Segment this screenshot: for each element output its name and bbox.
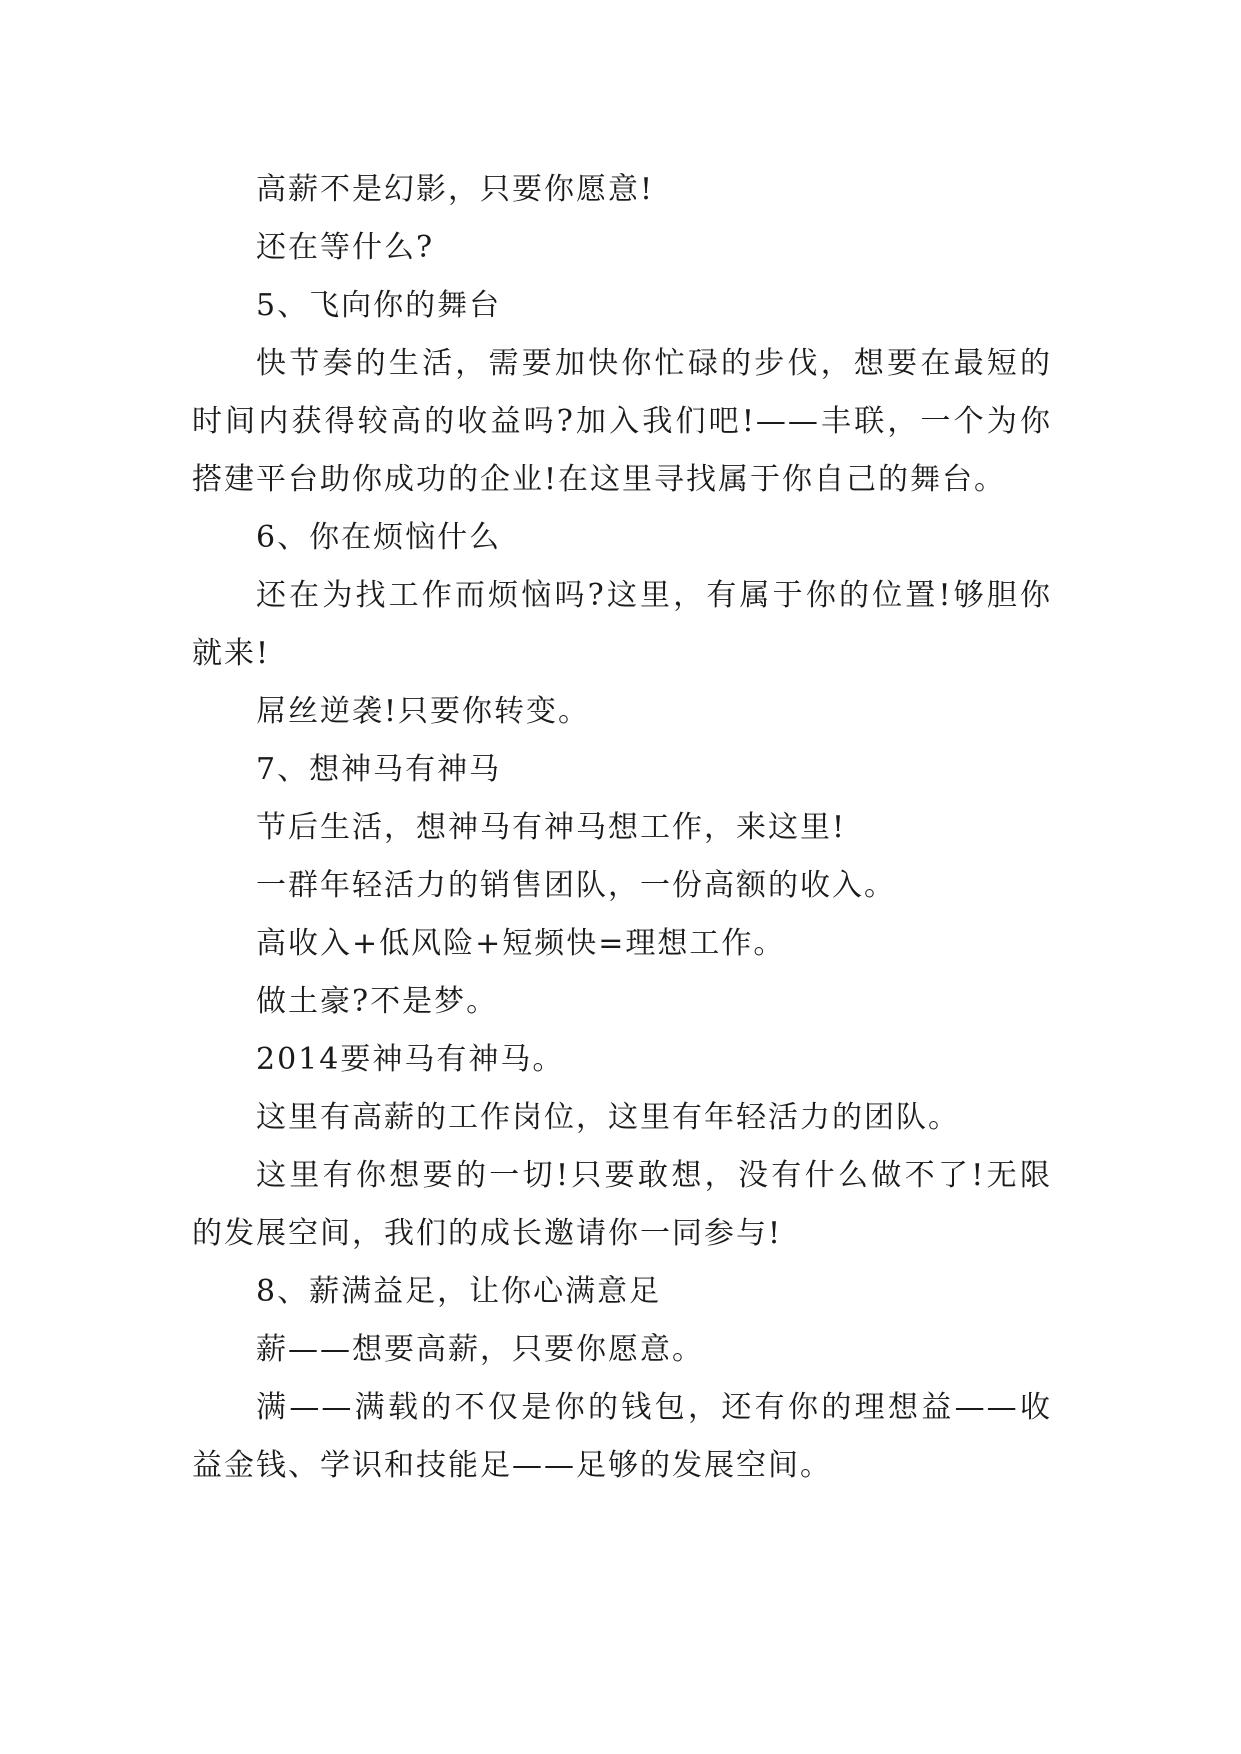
paragraph-ideal-job: 高收入+低风险+短频快=理想工作。 bbox=[256, 926, 786, 961]
paragraph-job-worry: 还在为找工作而烦恼吗?这里，有属于你的位置!够胆你就来! bbox=[192, 578, 1052, 671]
heading-8-satisfied: 8、薪满益足，让你心满意足 bbox=[256, 1274, 662, 1309]
heading-6-worry: 6、你在烦恼什么 bbox=[256, 520, 502, 555]
document-body bbox=[192, 161, 1052, 1495]
paragraph-2014: 2014要神马有神马。 bbox=[256, 1042, 565, 1077]
paragraph-xin: 薪——想要高薪，只要你愿意。 bbox=[256, 1332, 704, 1367]
paragraph-comeback: 屌丝逆袭!只要你转变。 bbox=[256, 694, 591, 729]
paragraph-high-salary: 高薪不是幻影，只要你愿意! bbox=[256, 172, 655, 207]
paragraph-tuhao: 做土豪?不是梦。 bbox=[256, 984, 499, 1019]
paragraph-man: 满——满载的不仅是你的钱包，还有你的理想益——收益金钱、学识和技能足——足够的发展空间。 bbox=[192, 1390, 1052, 1483]
paragraph-positions: 这里有高薪的工作岗位，这里有年轻活力的团队。 bbox=[256, 1100, 960, 1135]
heading-7-wish: 7、想神马有神马 bbox=[256, 752, 502, 787]
paragraph-what-waiting: 还在等什么? bbox=[256, 230, 435, 265]
heading-5-stage: 5、飞向你的舞台 bbox=[256, 288, 502, 323]
paragraph-fast-pace: 快节奏的生活，需要加快你忙碌的步伐，想要在最短的时间内获得较高的收益吗?加入我们吧!——丰联，一个为你搭建平台助你成功的企业!在这里寻找属于你自己的舞台。 bbox=[192, 346, 1052, 497]
paragraph-everything: 这里有你想要的一切!只要敢想，没有什么做不了!无限的发展空间，我们的成长邀请你一同参与! bbox=[192, 1158, 1052, 1251]
paragraph-sales-team: 一群年轻活力的销售团队，一份高额的收入。 bbox=[256, 868, 896, 903]
paragraph-after-holiday: 节后生活，想神马有神马想工作，来这里! bbox=[256, 810, 847, 845]
